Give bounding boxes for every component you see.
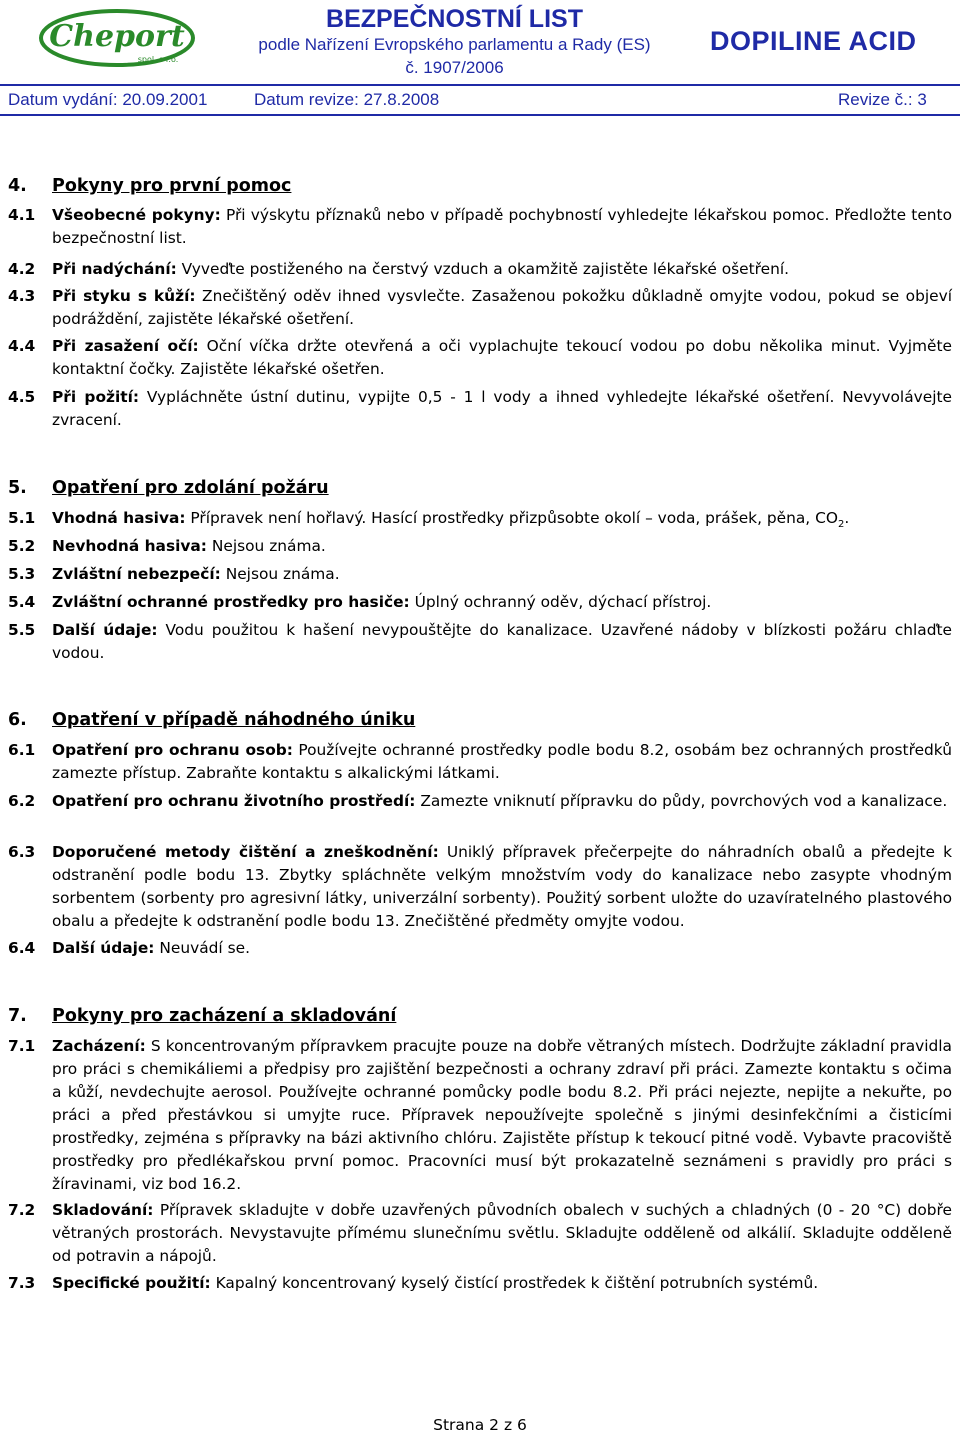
document-title: BEZPEČNOSTNÍ LIST — [326, 5, 583, 33]
item-body: Přípravek není hořlavý. Hasící prostředky přizpůsobte okolí – voda, prášek, pěna, CO — [190, 509, 838, 527]
document-header — [0, 0, 960, 118]
item-text — [52, 507, 952, 536]
revision-date: Datum revize: 27.8.2008 — [254, 90, 440, 109]
item-text — [52, 937, 952, 960]
item-body: Při výskytu příznaků nebo v případě pochybností vyhledejte lékařskou pomoc. Předložte tento bezpečnostní list. — [52, 206, 952, 247]
item-label: Skladování: — [52, 1201, 154, 1219]
item-body: Úplný ochranný oděv, dýchací přístroj. — [414, 593, 712, 611]
item-text — [52, 335, 952, 381]
item-text — [52, 1272, 952, 1295]
item-text — [52, 591, 952, 614]
item-label: Všeobecné pokyny: — [52, 206, 221, 224]
cheport-logo — [38, 8, 196, 68]
item-label: Opatření pro ochranu osob: — [52, 741, 293, 759]
item-body: Zamezte vniknutí přípravku do půdy, povrchových vod a kanalizace. — [420, 792, 948, 810]
product-name: DOPILINE ACID — [710, 26, 917, 56]
section-number: 6. — [8, 710, 27, 730]
item-label: Při zasažení očí: — [52, 337, 199, 355]
item-label: Vhodná hasiva: — [52, 509, 186, 527]
item-text — [52, 535, 952, 558]
section-title: Pokyny pro zacházení a skladování — [52, 1006, 397, 1026]
item-body: Neuvádí se. — [159, 939, 250, 957]
item-number: 6.1 — [8, 741, 36, 759]
item-body: Nejsou známa. — [211, 537, 326, 555]
item-number: 7.1 — [8, 1037, 36, 1055]
item-number: 4.5 — [8, 388, 36, 406]
item-body: Uniklý přípravek přečerpejte do náhradních obalů a předejte k odstranění podle bodu 13. Zbytky spláchněte velkým množstvím vody do kanalizace nebo zasypte vhodným sorbentem (sorbenty pro agresivní látky, univerzální sorbenty). Použitý sorbent uložte do uzavíratelného plastového obalu a předejte k odstranění podle bodu 13. Znečištěné předměty omyjte vodou. — [52, 843, 952, 930]
section-title: Opatření v případě náhodného úniku — [52, 710, 416, 730]
item-body: Nejsou známa. — [225, 565, 340, 583]
item-body: Vodu použitou k hašení nevypouštějte do kanalizace. Uzavřené nádoby v blízkosti požáru chlaďte vodou. — [52, 621, 952, 662]
item-label: Při styku s kůží: — [52, 287, 196, 305]
item-body: Přípravek skladujte v dobře uzavřených původních obalech v suchých a chladných (0 - 20 °C) dobře větraných prostorách. Nevystavujte přímému slunečnímu světlu. Skladujte odděleně od alkálií. Skladujte odděleně od potravin a nápojů. — [52, 1201, 952, 1265]
date-bar — [0, 84, 960, 116]
item-body: Vypláchněte ústní dutinu, vypijte 0,5 - 1 l vody a ihned vyhledejte lékařské ošetření. Nevyvolávejte zvracení. — [52, 388, 952, 429]
item-body: Kapalný koncentrovaný kyselý čistící prostředek k čištění potrubních systémů. — [215, 1274, 819, 1292]
item-number: 4.3 — [8, 287, 36, 305]
section-number: 5. — [8, 478, 27, 498]
item-label: Zacházení: — [52, 1037, 146, 1055]
item-text — [52, 386, 952, 432]
item-text — [52, 285, 952, 331]
item-number: 6.2 — [8, 792, 36, 810]
item-body: S koncentrovaným přípravkem pracujte pouze na dobře větraných místech. Dodržujte základní pravidla pro práci s chemikáliemi a předpisy pro zajištění bezpečnosti a ochrany zdraví při práci. Zamezte kontaktu s očima a kůží, nevdechujte aerosol. Používejte ochranné pomůcky podle bodu 8.2. Při práci nejezte, nepijte a nekuřte, po práci a před přestávkou si umyjte ruce. Přípravek nepoužívejte společně s jinými desinfekčními a čisticími prostředky, zejména s přípravky na bázi aktivního chlóru. Zajistěte přístup k tekoucí pitné vodě. Vybavte pracoviště prostředky pro předlékařskou první pomoc. Pracovníci musí být prokazatelně seznámeni s pravidly pro práci s žíravinami, viz bod 16.2. — [52, 1037, 952, 1193]
item-label: Opatření pro ochranu životního prostředí: — [52, 792, 416, 810]
item-text — [52, 739, 952, 785]
logo-subtext: spol. s r.o. — [137, 55, 179, 64]
item-label: Při nadýchání: — [52, 260, 177, 278]
title-block — [232, 6, 677, 79]
item-number: 6.3 — [8, 843, 36, 861]
section-number: 4. — [8, 176, 27, 196]
item-body: Znečištěný oděv ihned vysvlečte. Zasaženou pokožku důkladně omyjte vodou, pokud se objeví podráždění, zajistěte lékařské ošetření. — [52, 287, 952, 328]
item-label: Specifické použití: — [52, 1274, 211, 1292]
item-number: 4.1 — [8, 206, 36, 224]
item-body: Oční víčka držte otevřená a oči vyplachujte tekoucí vodou po dobu několika minut. Vyjměte kontaktní čočky. Zajistěte lékařské ošetřen. — [52, 337, 952, 378]
item-number: 6.4 — [8, 939, 36, 957]
item-text — [52, 841, 952, 933]
item-label: Další údaje: — [52, 621, 158, 639]
regulation-line2: č. 1907/2006 — [405, 58, 504, 77]
item-body: Vyveďte postiženého na čerstvý vzduch a okamžitě zajistěte lékařské ošetření. — [181, 260, 790, 278]
item-label: Zvláštní ochranné prostředky pro hasiče: — [52, 593, 410, 611]
item-label: Při požití: — [52, 388, 140, 406]
item-number: 4.4 — [8, 337, 36, 355]
item-number: 4.2 — [8, 260, 36, 278]
item-text — [52, 204, 952, 250]
issue-date: Datum vydání: 20.09.2001 — [8, 90, 208, 109]
item-text — [52, 1199, 952, 1268]
subscript: 2 — [837, 519, 845, 531]
item-label: Nevhodná hasiva: — [52, 537, 207, 555]
item-text — [52, 1035, 952, 1196]
item-number: 5.1 — [8, 509, 36, 527]
section-title: Opatření pro zdolání požáru — [52, 478, 329, 498]
item-text — [52, 619, 952, 665]
item-text — [52, 790, 952, 813]
item-number: 5.4 — [8, 593, 36, 611]
item-label: Zvláštní nebezpečí: — [52, 565, 221, 583]
item-tail: . — [844, 509, 850, 527]
item-number: 7.3 — [8, 1274, 36, 1292]
page-number: Strana 2 z 6 — [433, 1416, 527, 1434]
logo-text: Cheport — [49, 19, 185, 54]
item-text — [52, 258, 952, 281]
item-text — [52, 563, 952, 586]
section-title: Pokyny pro první pomoc — [52, 176, 292, 196]
item-label: Doporučené metody čištění a zneškodnění: — [52, 843, 439, 861]
section-number: 7. — [8, 1006, 27, 1026]
item-body: Používejte ochranné prostředky podle bodu 8.2, osobám bez ochranných prostředků zamezte přístup. Zabraňte kontaktu s alkalickými látkami. — [52, 741, 953, 782]
revision-number: Revize č.: 3 — [838, 90, 927, 109]
item-number: 5.3 — [8, 565, 36, 583]
item-number: 5.5 — [8, 621, 36, 639]
item-number: 5.2 — [8, 537, 36, 555]
item-label: Další údaje: — [52, 939, 155, 957]
item-number: 7.2 — [8, 1201, 36, 1219]
regulation-line1: podle Nařízení Evropského parlamentu a Rady (ES) — [258, 35, 651, 54]
